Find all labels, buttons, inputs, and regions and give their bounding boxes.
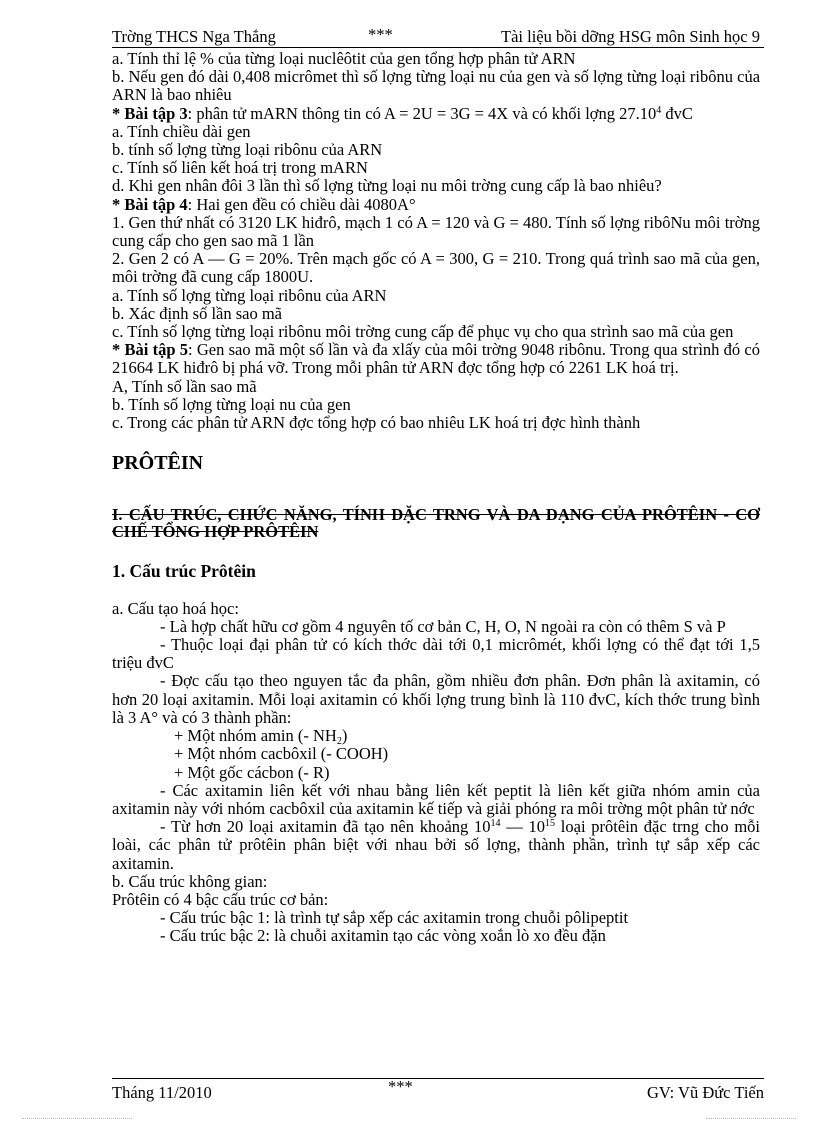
paragraph-text: — 10 xyxy=(500,817,546,837)
exercise-line: 2. Gen 2 có A — G = 20%. Trên mạch gốc có A = 300, G = 210. Trong quá trình sao mã của gen, môi trờng đã cung cấp 1800U. xyxy=(112,249,760,287)
exercise-5-text: : Gen sao mã một số lần và đa xlấy của môi trờng 9048 ribônu. Trong qua strình đó có 21664 LK hiđrô bị phá vỡ. Trong mỗi phân tử ARN đợc tổng hợp có 2261 LK hoá trị. xyxy=(112,340,761,378)
exercise-line: 1. Gen thứ nhất có 3120 LK hiđrô, mạch 1 có A = 120 và G = 480. Tính số lợng ribôNu môi trờng cung cấp cho gen sao mã 1 lần xyxy=(112,212,760,251)
header-document-title: Tài liệu bồi dỡng HSG môn Sinh học 9 xyxy=(501,27,760,46)
exercise-4 xyxy=(112,196,760,214)
footer-author: GV: Vũ Đức Tiến xyxy=(647,1083,764,1102)
page-footer xyxy=(112,1078,764,1101)
paragraph-text: loại prôtêin đặc trng cho mỗi loài, các phân tử prôtêin phân biệt với nhau bởi số lợng, thành phần, trình tự sắp xếp các axitamin. xyxy=(112,817,760,873)
exercise-3-label: * Bài tập 3 xyxy=(112,103,188,123)
exercise-5-label: * Bài tập 5 xyxy=(112,340,189,360)
exercise-line: b. tính số lợng từng loại ribônu của ARN xyxy=(112,140,383,160)
chapter-heading: PRÔTÊIN xyxy=(112,452,204,475)
component-text: + Một nhóm amin (- NH xyxy=(174,726,337,746)
header-school: Trờng THCS Nga Thắng xyxy=(112,27,276,46)
part-a-title: a. Cấu tạo hoá học: xyxy=(112,598,239,618)
component-item: + Một gốc cácbon (- R) xyxy=(174,762,330,782)
exercise-line: b. Nếu gen đó dài 0,408 micrômet thì số lợng từng loại nu của gen và số lợng từng loại ribônu của ARN là bao nhiêu xyxy=(112,67,761,105)
footer-date: Tháng 11/2010 xyxy=(112,1083,212,1102)
section-heading: I. CẤU TRÚC, CHỨC NĂNG, TÍNH ĐẶC TRNG VÀ ĐA DẠNG CỦA PRÔTÊIN - CƠ CHẾ TỔNG HỢP PRÔTÊIN xyxy=(112,505,760,542)
exercise-line: b. Xác định số lần sao mã xyxy=(112,303,283,323)
exercise-3 xyxy=(112,105,760,123)
page-header xyxy=(112,25,764,48)
paragraph-text: - Từ hơn 20 loại axitamin đã tạo nên khoảng 10 xyxy=(160,817,491,837)
footer-separator: *** xyxy=(388,1077,413,1096)
exercise-line: c. Tính số lợng từng loại ribônu môi trờng cung cấp để phục vụ cho qua strình sao mã của gen xyxy=(112,322,734,342)
subsection-heading: 1. Cấu trúc Prôtêin xyxy=(112,561,256,582)
spacer xyxy=(112,581,760,600)
unit: đvC xyxy=(665,103,693,123)
exercise-4-label: * Bài tập 4 xyxy=(112,194,188,214)
exercise-line: c. Trong các phân tử ARN đợc tổng hợp có bao nhiêu LK hoá trị đợc hình thành xyxy=(112,413,641,433)
paragraph: Prôtêin có 4 bậc cấu trúc cơ bản: xyxy=(112,889,329,909)
exercise-line: A, Tính số lần sao mã xyxy=(112,376,257,396)
paragraph: - Đợc cấu tạo theo nguyen tắc đa phân, gồm nhiều đơn phân. Đơn phân là axitamin, có hơn 20 loại axitamin. Mỗi loại axitamin có khối lợng trung bình là 110 đvC, kích thớc trung bình là 3 A° và có 3 thành phần: xyxy=(112,671,760,727)
exercise-4-text: : Hai gen đều có chiều dài 4080A° xyxy=(187,194,416,214)
exponent: 4 xyxy=(656,104,662,116)
exercise-line: a. Tính số lợng từng loại ribônu của ARN xyxy=(112,285,387,305)
document-body xyxy=(112,50,760,946)
component-text: ) xyxy=(341,726,348,746)
component-item xyxy=(112,726,760,748)
exponent: 14 xyxy=(490,818,501,830)
part-b-title: b. Cấu trúc không gian: xyxy=(112,871,268,891)
paragraph: - Là hợp chất hữu cơ gồm 4 nguyên tố cơ bản C, H, O, N ngoài ra còn có thêm S và P xyxy=(160,616,726,636)
paragraph xyxy=(112,818,760,873)
structure-level: - Cấu trúc bậc 2: là chuỗi axitamin tạo các vòng xoắn lò xo đều đặn xyxy=(160,926,606,946)
page-edge-dots xyxy=(22,1118,132,1121)
subscript: 2 xyxy=(336,736,342,748)
exercise-line: c. Tính số liên kết hoá trị trong mARN xyxy=(112,158,368,178)
exercise-line: a. Tính thỉ lệ % của từng loại nuclêôtit của gen tổng hợp phân tử ARN xyxy=(112,49,576,68)
structure-level: - Cấu trúc bậc 1: là trình tự sắp xếp các axitamin trong chuỗi pôlipeptit xyxy=(160,908,629,928)
component-item: + Một nhóm cacbôxil (- COOH) xyxy=(174,744,389,764)
page-edge-dots xyxy=(706,1118,796,1121)
exercise-5 xyxy=(112,341,760,377)
header-separator: *** xyxy=(368,25,393,44)
paragraph: - Thuộc loại đại phân tử có kích thớc dài tới 0,1 micrômét, khối lợng có thể đạt tới 1,5 triệu đvC xyxy=(112,635,760,673)
exercise-3-text: : phân tử mARN thông tin có A = 2U = 3G = 4X và có khối lợng 27.10 xyxy=(187,103,657,123)
exercise-line: a. Tính chiều dài gen xyxy=(112,121,251,141)
exercise-line: d. Khi gen nhân đôi 3 lần thì số lợng từng loại nu môi trờng cung cấp là bao nhiêu? xyxy=(112,176,662,196)
paragraph: - Các axitamin liên kết với nhau bằng liên kết peptit là liên kết giữa nhóm amin của axitamin này với nhóm cacbôxil của axitamin kế tiếp và giải phóng ra môi trờng một phân tử nớc xyxy=(112,780,760,818)
exercise-line: b. Tính số lợng từng loại nu của gen xyxy=(112,394,351,414)
exponent: 15 xyxy=(545,818,556,830)
